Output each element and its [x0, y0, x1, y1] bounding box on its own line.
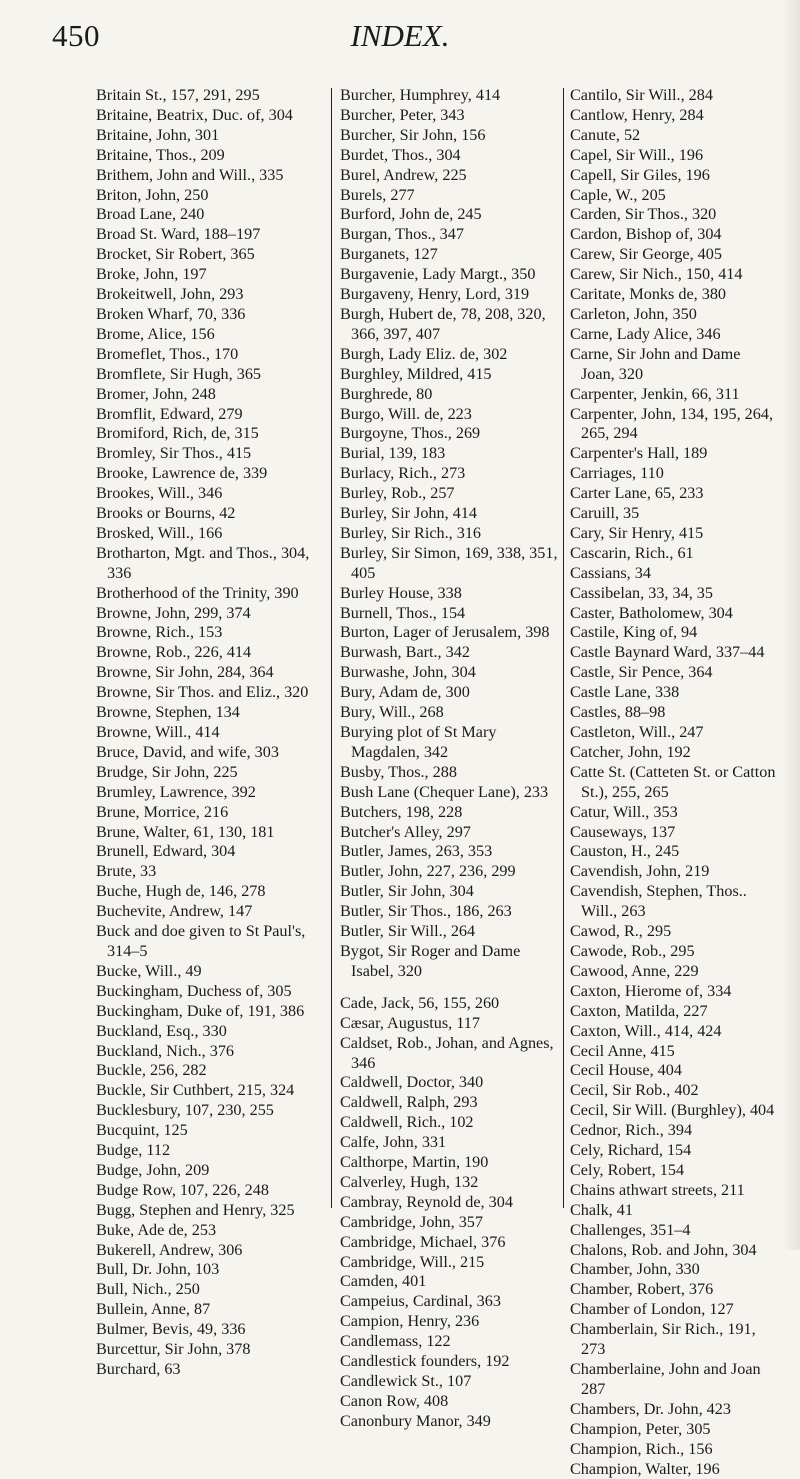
- index-entry: Butchers, 198, 228: [340, 802, 463, 821]
- index-entry: Broken Wharf, 70, 336: [96, 304, 246, 323]
- index-entry: Butler, Sir Will., 264: [340, 922, 476, 941]
- index-entry: Brune, Walter, 61, 130, 181: [96, 822, 275, 841]
- index-entry: Cawod, R., 295: [570, 922, 672, 941]
- index-entry: Caldwell, Ralph, 293: [340, 1093, 478, 1112]
- index-entry: Bromeflet, Thos., 170: [96, 344, 239, 363]
- index-entry: Cade, Jack, 56, 155, 260: [340, 993, 500, 1012]
- index-entry: Caldwell, Rich., 102: [340, 1113, 474, 1132]
- index-entry: Buchevite, Andrew, 147: [96, 902, 253, 921]
- index-entry: Castle, Sir Pence, 364: [570, 663, 713, 682]
- index-entry: Calverley, Hugh, 132: [340, 1172, 479, 1191]
- index-entry: Chamber of London, 127: [570, 1300, 734, 1319]
- index-entry: Bulmer, Bevis, 49, 336: [96, 1320, 246, 1339]
- index-entry: Butler, James, 263, 353: [340, 842, 493, 861]
- index-entry: Candlewick St., 107: [340, 1372, 472, 1390]
- index-entry: Carew, Sir George, 405: [570, 245, 722, 264]
- index-entry: Busby, Thos., 288: [340, 762, 457, 781]
- index-column-2: [340, 86, 560, 1430]
- index-entry: Burcher, Sir John, 156: [340, 125, 486, 144]
- index-entry: Burton, Lager of Jerusalem, 398: [340, 623, 550, 642]
- index-entry: Cely, Richard, 154: [570, 1141, 692, 1160]
- index-entry: Burganets, 127: [340, 245, 438, 264]
- index-entry: Cavendish, John, 219: [570, 862, 710, 881]
- index-entry: Bull, Nich., 250: [96, 1280, 200, 1299]
- index-entry: Buke, Ade de, 253: [96, 1220, 217, 1239]
- index-entry: Bromiford, Rich, de, 315: [96, 424, 259, 443]
- index-entry: Caxton, Hierome of, 334: [570, 981, 732, 1000]
- index-entry: Burgh, Lady Eliz. de, 302: [340, 344, 508, 363]
- index-entry: Castles, 88–98: [570, 703, 666, 722]
- index-entry: Chamberlain, Sir Rich., 191, 273: [570, 1320, 756, 1359]
- index-entry: Burghley, Mildred, 415: [340, 364, 492, 383]
- index-entry: Campion, Henry, 236: [340, 1312, 480, 1331]
- index-entry: Castleton, Will., 247: [570, 723, 704, 741]
- index-entry: Butler, Sir Thos., 186, 263: [340, 902, 512, 921]
- index-entry: Brooks or Bourns, 42: [96, 504, 236, 523]
- index-entry: Brookes, Will., 346: [96, 484, 223, 503]
- index-entry: Britaine, Thos., 209: [96, 145, 225, 164]
- index-entry: Carleton, John, 350: [570, 304, 697, 323]
- index-entry: Caldset, Rob., Johan, and Agnes, 346: [340, 1033, 554, 1072]
- index-entry: Carpenter, John, 134, 195, 264, 265, 294: [570, 404, 774, 443]
- index-entry: Burgaveny, Henry, Lord, 319: [340, 285, 530, 304]
- index-entry: Burford, John de, 245: [340, 205, 482, 224]
- index-entry: Canute, 52: [570, 125, 641, 144]
- index-entry: Bury, Adam de, 300: [340, 683, 470, 702]
- index-entry: Brunell, Edward, 304: [96, 842, 236, 861]
- index-entry: Carden, Sir Thos., 320: [570, 205, 717, 224]
- index-entry: Carne, Sir John and Dame Joan, 320: [570, 344, 741, 383]
- index-entry: Burghrede, 80: [340, 384, 433, 403]
- index-entry: Burgan, Thos., 347: [340, 225, 464, 244]
- index-entry: Brokeitwell, John, 293: [96, 285, 244, 304]
- index-entry: Causton, H., 245: [570, 842, 680, 861]
- index-entry: Budge, 112: [96, 1141, 171, 1160]
- index-entry: Canon Row, 408: [340, 1391, 449, 1410]
- index-entry: Burlacy, Rich., 273: [340, 464, 466, 483]
- index-entry: Chambers, Dr. John, 423: [570, 1399, 731, 1418]
- index-entry: Carpenter's Hall, 189: [570, 444, 708, 463]
- index-entry: Burley, Sir Simon, 169, 338, 351, 405: [340, 543, 558, 582]
- index-entry: Chalons, Rob. and John, 304: [570, 1240, 757, 1259]
- index-entry: Brooke, Lawrence de, 339: [96, 464, 268, 483]
- index-entry: Britain St., 157, 291, 295: [96, 86, 260, 104]
- index-entry: Caruill, 35: [570, 504, 640, 523]
- index-entry: Buckland, Esq., 330: [96, 1021, 227, 1040]
- index-entry: Brumley, Lawrence, 392: [96, 782, 256, 801]
- index-entry: Burley House, 338: [340, 583, 462, 602]
- index-entry: Bush Lane (Chequer Lane), 233: [340, 782, 549, 801]
- index-entry: Bromley, Sir Thos., 415: [96, 444, 252, 463]
- index-entry: Burels, 277: [340, 185, 415, 204]
- index-entry: Burying plot of St Mary Magdalen, 342: [340, 723, 497, 761]
- index-entry: Cambridge, John, 357: [340, 1212, 483, 1231]
- index-entry: Burwashe, John, 304: [340, 663, 476, 682]
- index-entry: Cecil, Sir Will. (Burghley), 404: [570, 1101, 775, 1120]
- index-entry: Bromer, John, 248: [96, 384, 216, 403]
- index-entry: Brotherhood of the Trinity, 390: [96, 583, 299, 602]
- index-entry: Bukerell, Andrew, 306: [96, 1240, 243, 1259]
- index-entry: Browne, Rich., 153: [96, 623, 223, 642]
- index-entry: Broad St. Ward, 188–197: [96, 225, 261, 244]
- index-entry: Burnell, Thos., 154: [340, 603, 466, 622]
- index-entry: Carew, Sir Nich., 150, 414: [570, 265, 743, 284]
- index-entry: Chamberlaine, John and Joan 287: [570, 1360, 761, 1398]
- index-entry: Buckingham, Duke of, 191, 386: [96, 1001, 305, 1020]
- index-entry: Cantlow, Henry, 284: [570, 105, 704, 124]
- index-entry: Catcher, John, 192: [570, 742, 691, 761]
- index-entry: Causeways, 137: [570, 822, 676, 841]
- index-entry: Challenges, 351–4: [570, 1220, 691, 1239]
- index-entry: Chains athwart streets, 211: [570, 1180, 745, 1199]
- index-entry: Burwash, Bart., 342: [340, 643, 470, 662]
- index-entry: Burcettur, Sir John, 378: [96, 1340, 251, 1359]
- index-entry: Browne, Sir John, 284, 364: [96, 663, 274, 682]
- index-entry: Catur, Will., 353: [570, 802, 678, 821]
- index-entry: Camden, 401: [340, 1272, 427, 1291]
- index-entry: Buck and doe given to St Paul's, 314–5: [96, 922, 306, 960]
- index-entry: Cednor, Rich., 394: [570, 1121, 693, 1140]
- index-entry: Chamber, John, 330: [570, 1260, 700, 1279]
- index-entry: Butler, Sir John, 304: [340, 882, 474, 901]
- index-entry: Bruce, David, and wife, 303: [96, 742, 279, 761]
- index-entry: Cascarin, Rich., 61: [570, 543, 694, 562]
- index-entry: Calthorpe, Martin, 190: [340, 1153, 489, 1172]
- index-entry: Carpenter, Jenkin, 66, 311: [570, 384, 740, 403]
- index-entry: Buckland, Nich., 376: [96, 1041, 235, 1060]
- column-divider: [563, 88, 564, 1208]
- index-entry: Carne, Lady Alice, 346: [570, 324, 721, 343]
- page-number: 450: [52, 18, 100, 53]
- index-entry: Caritate, Monks de, 380: [570, 285, 727, 304]
- index-entry: Burley, Sir John, 414: [340, 504, 477, 523]
- index-entry: Broad Lane, 240: [96, 205, 205, 224]
- index-entry: Champion, Peter, 305: [570, 1419, 711, 1438]
- page-edge-shadow: [782, 0, 800, 1250]
- index-entry: Britaine, John, 301: [96, 125, 220, 144]
- index-entry: Briton, John, 250: [96, 185, 209, 204]
- column-divider: [331, 88, 332, 1208]
- index-entry: Caxton, Matilda, 227: [570, 1001, 708, 1020]
- index-entry: Burial, 139, 183: [340, 444, 446, 463]
- index-entry: Chalk, 41: [570, 1200, 633, 1219]
- index-entry: Burley, Rob., 257: [340, 484, 455, 503]
- index-entry: Browne, Rob., 226, 414: [96, 643, 252, 662]
- index-entry: Burcher, Peter, 343: [340, 105, 465, 124]
- index-entry: Browne, Sir Thos. and Eliz., 320: [96, 683, 309, 702]
- index-entry: Carter Lane, 65, 233: [570, 484, 704, 503]
- index-entry: Burgh, Hubert de, 78, 208, 320, 366, 397, 407: [340, 304, 546, 343]
- index-entry: Candlestick founders, 192: [340, 1352, 510, 1371]
- index-entry: Bucquint, 125: [96, 1121, 188, 1140]
- index-entry: Castle Lane, 338: [570, 683, 680, 702]
- running-head-title: INDEX.: [350, 18, 450, 53]
- index-entry: Bullein, Anne, 87: [96, 1300, 211, 1319]
- index-entry: Burley, Sir Rich., 316: [340, 523, 482, 542]
- index-entry: Burgoyne, Thos., 269: [340, 424, 481, 443]
- index-entry: Bromflete, Sir Hugh, 365: [96, 364, 262, 383]
- index-entry: Caxton, Will., 414, 424: [570, 1021, 722, 1040]
- index-entry: Castile, King of, 94: [570, 623, 698, 642]
- index-entry: Brune, Morrice, 216: [96, 802, 229, 821]
- index-entry: Burchard, 63: [96, 1360, 181, 1378]
- index-entry: Bucke, Will., 49: [96, 961, 202, 980]
- index-entry: Brotharton, Mgt. and Thos., 304, 336: [96, 543, 310, 582]
- index-column-1: [96, 86, 321, 1378]
- index-entry: Budge, John, 209: [96, 1160, 210, 1179]
- index-entry: Cecil, Sir Rob., 402: [570, 1081, 699, 1100]
- index-entry: Browne, John, 299, 374: [96, 603, 251, 622]
- index-entry: Butler, John, 227, 236, 299: [340, 862, 516, 881]
- index-entry: Bury, Will., 268: [340, 703, 444, 722]
- index-entry: Browne, Will., 414: [96, 723, 220, 741]
- index-entry: Candlemass, 122: [340, 1332, 451, 1351]
- index-entry: Cæsar, Augustus, 117: [340, 1013, 480, 1032]
- index-entry: Cambridge, Michael, 376: [340, 1232, 506, 1251]
- index-entry: Bull, Dr. John, 103: [96, 1260, 220, 1279]
- index-entry: Buckingham, Duchess of, 305: [96, 981, 292, 1000]
- index-entry: Brudge, Sir John, 225: [96, 762, 238, 781]
- index-entry: Britaine, Beatrix, Duc. of, 304: [96, 105, 293, 124]
- index-entry: Brute, 33: [96, 862, 157, 881]
- index-entry: Burcher, Humphrey, 414: [340, 86, 501, 104]
- index-entry: Caldwell, Doctor, 340: [340, 1073, 484, 1092]
- index-entry: Bucklesbury, 107, 230, 255: [96, 1101, 274, 1120]
- index-entry: Buckle, 256, 282: [96, 1061, 207, 1080]
- index-entry: Capel, Sir Will., 196: [570, 145, 704, 164]
- index-entry: Canonbury Manor, 349: [340, 1411, 491, 1430]
- index-entry: Cambray, Reynold de, 304: [340, 1192, 513, 1211]
- index-entry: Burgavenie, Lady Margt., 350: [340, 265, 536, 284]
- index-entry: Cawood, Anne, 229: [570, 961, 699, 980]
- index-entry: Burgo, Will. de, 223: [340, 404, 472, 423]
- index-entry: Cassibelan, 33, 34, 35: [570, 583, 713, 602]
- index-entry: Cely, Robert, 154: [570, 1160, 685, 1179]
- index-entry: Carriages, 110: [570, 464, 664, 483]
- index-entry: Cary, Sir Henry, 415: [570, 523, 704, 542]
- index-entry: Browne, Stephen, 134: [96, 703, 240, 722]
- index-entry: Champion, Rich., 156: [570, 1439, 713, 1458]
- index-entry: Castle Baynard Ward, 337–44: [570, 643, 765, 662]
- index-entry: Calfe, John, 331: [340, 1133, 447, 1152]
- index-entry: Burel, Andrew, 225: [340, 165, 467, 184]
- index-entry: Burdet, Thos., 304: [340, 145, 461, 164]
- index-entry: Cecil Anne, 415: [570, 1041, 675, 1060]
- index-entry: Bugg, Stephen and Henry, 325: [96, 1200, 295, 1219]
- index-entry: Brocket, Sir Robert, 365: [96, 245, 255, 264]
- index-entry: Cardon, Bishop of, 304: [570, 225, 722, 244]
- index-entry: Brome, Alice, 156: [96, 324, 215, 343]
- index-entry: Bygot, Sir Roger and Dame Isabel, 320: [340, 941, 521, 980]
- index-entry: Butcher's Alley, 297: [340, 822, 471, 841]
- index-entry: Capell, Sir Giles, 196: [570, 165, 710, 184]
- index-entry: Buckle, Sir Cuthbert, 215, 324: [96, 1081, 295, 1100]
- index-entry: Cantilo, Sir Will., 284: [570, 86, 713, 104]
- index-entry: Cassians, 34: [570, 563, 651, 582]
- index-entry: Champion, Walter, 196: [570, 1459, 720, 1478]
- index-entry: Bromflit, Edward, 279: [96, 404, 243, 423]
- index-entry: Caster, Batholomew, 304: [570, 603, 733, 622]
- index-entry: Budge Row, 107, 226, 248: [96, 1180, 269, 1199]
- index-entry: Cecil House, 404: [570, 1061, 682, 1080]
- index-entry: Brithem, John and Will., 335: [96, 165, 284, 184]
- index-entry: Cambridge, Will., 215: [340, 1252, 485, 1271]
- index-entry: Chamber, Robert, 376: [570, 1280, 714, 1299]
- index-entry: Buche, Hugh de, 146, 278: [96, 882, 266, 901]
- index-entry: Broke, John, 197: [96, 265, 207, 284]
- index-entry: Catte St. (Catteten St. or Catton St.), 255, 265: [570, 762, 776, 801]
- index-entry: Cawode, Rob., 295: [570, 941, 695, 960]
- index-entry: Brosked, Will., 166: [96, 523, 223, 542]
- index-column-3: [570, 86, 776, 1478]
- index-entry: Campeius, Cardinal, 363: [340, 1292, 501, 1311]
- index-entry: Cavendish, Stephen, Thos.. Will., 263: [570, 882, 747, 921]
- index-entry: Caple, W., 205: [570, 185, 666, 204]
